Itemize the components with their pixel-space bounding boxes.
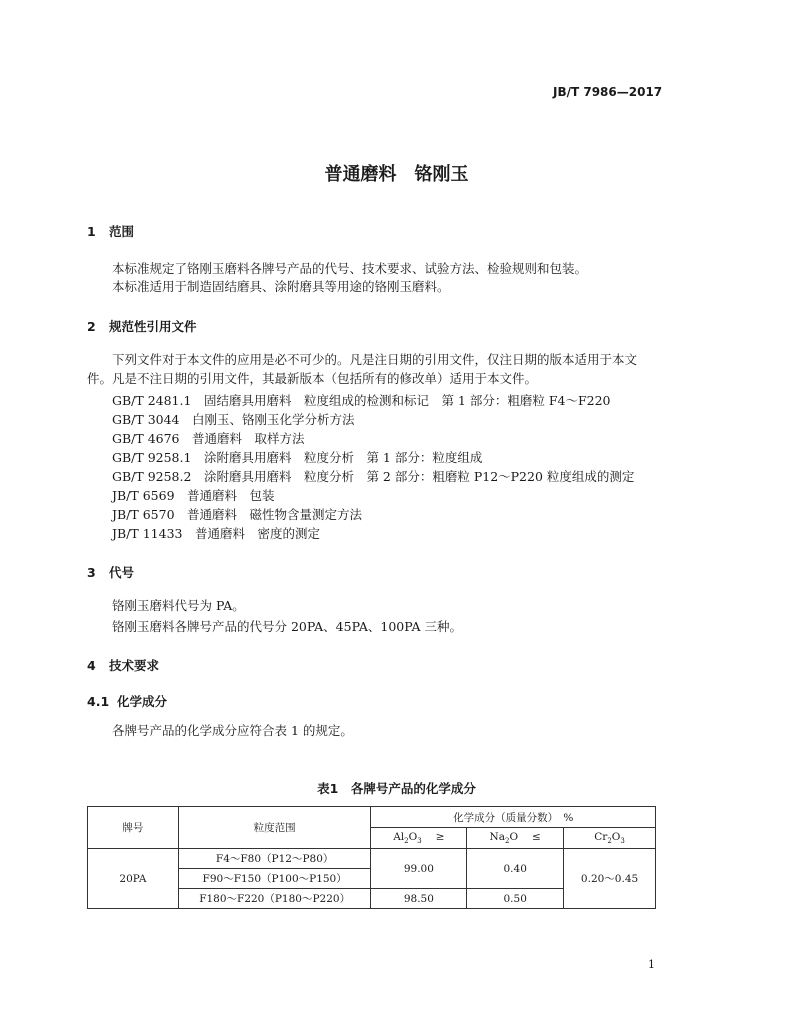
cell-grit-range: F180～F220（P180～P220） <box>178 889 371 909</box>
table-header-row <box>88 807 656 828</box>
section-number: 2 <box>87 319 96 334</box>
paragraph: 铬刚玉磨料代号为 PA。 <box>112 598 245 613</box>
cell-al2o3: 99.00 <box>371 849 467 889</box>
reference-code: JB/T 11433 <box>112 526 183 541</box>
reference-title: 涂附磨具用磨料 粒度分析 第 1 部分：粒度组成 <box>203 450 483 465</box>
reference-code: GB/T 4676 <box>112 431 180 446</box>
section-title: 范围 <box>109 224 135 239</box>
reference-code: JB/T 6570 <box>112 507 175 522</box>
section-heading <box>87 656 159 674</box>
reference-code: JB/T 6569 <box>112 488 175 503</box>
section-number: 1 <box>87 224 96 239</box>
reference-title: 普通磨料 密度的测定 <box>195 526 321 541</box>
table-row <box>88 849 656 869</box>
reference-code: GB/T 9258.1 <box>112 450 192 465</box>
cell-grit-range: F4～F80（P12～P80） <box>178 849 371 869</box>
header-na2o: $Na_2O$ ≤ <box>467 828 564 849</box>
reference-item <box>112 505 362 523</box>
paragraph: 各牌号产品的化学成分应符合表 1 的规定。 <box>112 723 353 738</box>
reference-title: 普通磨料 包装 <box>187 488 275 503</box>
reference-title: 涂附磨具用磨料 粒度分析 第 2 部分：粗磨粒 P12～P220 粒度组成的测定 <box>203 469 635 484</box>
reference-item <box>112 391 611 409</box>
section-number: 4 <box>87 658 96 673</box>
reference-title: 白刚玉、铬刚玉化学分析方法 <box>192 412 355 427</box>
reference-title: 固结磨具用磨料 粒度组成的检测和标记 第 1 部分：粗磨粒 F4～F220 <box>203 393 611 408</box>
page-number: 1 <box>648 958 655 971</box>
cell-grit-range: F90～F150（P100～P150） <box>178 869 371 889</box>
paragraph: 本标准规定了铬刚玉磨料各牌号产品的代号、技术要求、试验方法、检验规则和包装。 <box>112 261 588 276</box>
reference-code: GB/T 3044 <box>112 412 180 427</box>
cell-grade: 20PA <box>88 849 179 909</box>
reference-title: 普通磨料 磁性物含量测定方法 <box>187 507 363 522</box>
reference-item <box>112 429 305 447</box>
header-cr2o3: $Cr_2O_3$ <box>564 828 656 849</box>
reference-item <box>112 448 482 466</box>
paragraph: 铬刚玉磨料各牌号产品的代号分 20PA、45PA、100PA 三种。 <box>112 619 462 634</box>
section-heading <box>87 317 197 335</box>
section-title: 技术要求 <box>109 658 160 673</box>
section-number: 3 <box>87 565 96 580</box>
page-title: 普通磨料 铬刚玉 <box>324 164 469 185</box>
subsection-heading <box>87 692 167 710</box>
reference-item <box>112 524 320 542</box>
section-title: 规范性引用文件 <box>109 319 197 334</box>
cell-na2o: 0.40 <box>467 849 564 889</box>
reference-item <box>112 486 275 504</box>
section-title: 化学成分 <box>117 694 168 709</box>
header-grade: 牌号 <box>88 807 179 849</box>
table-caption: 表1 各牌号产品的化学成分 <box>317 781 476 796</box>
reference-code: GB/T 2481.1 <box>112 393 192 408</box>
reference-item <box>112 410 355 428</box>
section-number: 4.1 <box>87 694 110 709</box>
section-title: 代号 <box>109 565 135 580</box>
section-heading <box>87 563 134 581</box>
chemical-composition-table <box>87 806 656 909</box>
reference-code: GB/T 9258.2 <box>112 469 192 484</box>
header-chemical-composition: 化学成分（质量分数） % <box>371 807 656 828</box>
reference-item <box>112 467 634 485</box>
paragraph: 件。凡是不注日期的引用文件，其最新版本（包括所有的修改单）适用于本文件。 <box>87 371 538 386</box>
cell-na2o: 0.50 <box>467 889 564 909</box>
standard-code: JB/T 7986—2017 <box>553 85 663 99</box>
paragraph: 下列文件对于本文件的应用是必不可少的。凡是注日期的引用文件，仅注日期的版本适用于本文 <box>112 352 638 367</box>
header-al2o3: $Al_2O_3$ ≥ <box>371 828 467 849</box>
cell-cr2o3: 0.20～0.45 <box>564 849 656 909</box>
cell-al2o3: 98.50 <box>371 889 467 909</box>
header-grit-range: 粒度范围 <box>178 807 371 849</box>
paragraph: 本标准适用于制造固结磨具、涂附磨具等用途的铬刚玉磨料。 <box>112 279 450 294</box>
reference-title: 普通磨料 取样方法 <box>192 431 305 446</box>
section-heading <box>87 222 134 240</box>
